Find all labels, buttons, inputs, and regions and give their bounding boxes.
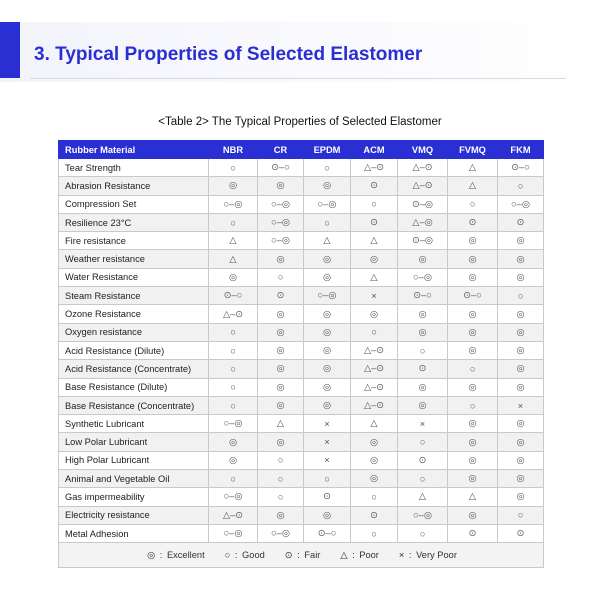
rating-cell: △–⊙	[398, 159, 448, 177]
table-row	[59, 250, 544, 268]
rating-cell: ◎	[304, 360, 351, 378]
rating-cell: ○	[258, 268, 304, 286]
header-epdm: EPDM	[304, 141, 351, 159]
rating-cell: ○–◎	[498, 195, 544, 213]
rating-cell: ◎	[448, 378, 498, 396]
rating-cell: ◎	[498, 305, 544, 323]
rating-cell: ○–◎	[398, 506, 448, 524]
legend-label: Excellent	[166, 549, 205, 560]
table-row	[59, 524, 544, 542]
rating-cell: ○	[209, 213, 258, 231]
header-fkm: FKM	[498, 141, 544, 159]
rating-cell: ◎	[398, 378, 448, 396]
accent-bar	[0, 22, 20, 78]
rating-cell: ◎	[448, 268, 498, 286]
property-name-cell: Gas impermeability	[59, 488, 209, 506]
legend-symbol: ○	[224, 549, 231, 560]
rating-cell: △–⊙	[351, 159, 398, 177]
rating-cell: ◎	[209, 451, 258, 469]
rating-cell: △	[448, 177, 498, 195]
rating-cell: ◎	[304, 396, 351, 414]
rating-cell: ×	[304, 451, 351, 469]
rating-cell: ○	[498, 177, 544, 195]
rating-cell: ⊙–◎	[398, 232, 448, 250]
rating-cell: △–⊙	[398, 177, 448, 195]
rating-cell: ◎	[209, 433, 258, 451]
table-row	[59, 213, 544, 231]
rating-cell: ◎	[304, 268, 351, 286]
rating-cell: ○	[351, 195, 398, 213]
legend-label: Very Poor	[416, 549, 457, 560]
rating-cell: △	[258, 415, 304, 433]
rating-cell: ○–◎	[304, 195, 351, 213]
rating-cell: ○–◎	[258, 232, 304, 250]
rating-cell: ◎	[304, 177, 351, 195]
table-row	[59, 341, 544, 359]
table-row	[59, 506, 544, 524]
property-name-cell: High Polar Lubricant	[59, 451, 209, 469]
rating-cell: △	[209, 250, 258, 268]
rating-cell: ◎	[304, 323, 351, 341]
rating-cell: ⊙–○	[304, 524, 351, 542]
title-divider	[30, 78, 566, 79]
table-row	[59, 177, 544, 195]
rating-cell: ◎	[351, 250, 398, 268]
rating-cell: ◎	[304, 305, 351, 323]
header-fvmq: FVMQ	[448, 141, 498, 159]
rating-cell: ⊙–○	[448, 287, 498, 305]
rating-cell: ◎	[498, 451, 544, 469]
rating-cell: ○	[398, 433, 448, 451]
table-row	[59, 195, 544, 213]
rating-cell: ◎	[448, 305, 498, 323]
legend-separator: :	[232, 549, 241, 560]
table-header-row	[59, 141, 544, 159]
rating-cell: ◎	[258, 177, 304, 195]
rating-cell: ×	[304, 433, 351, 451]
rating-cell: ⊙–○	[258, 159, 304, 177]
rating-cell: ○	[258, 470, 304, 488]
rating-cell: ◎	[258, 323, 304, 341]
table-row	[59, 396, 544, 414]
rating-cell: △	[351, 268, 398, 286]
rating-cell: ◎	[258, 396, 304, 414]
rating-cell: ⊙	[351, 506, 398, 524]
rating-cell: ○	[258, 488, 304, 506]
property-name-cell: Acid Resistance (Dilute)	[59, 341, 209, 359]
property-name-cell: Electricity resistance	[59, 506, 209, 524]
rating-cell: ⊙	[448, 524, 498, 542]
rating-cell: ⊙–○	[498, 159, 544, 177]
legend-symbol: ◎	[147, 549, 156, 560]
table-row	[59, 287, 544, 305]
rating-cell: ×	[498, 396, 544, 414]
rating-cell: ⊙	[398, 451, 448, 469]
rating-cell: ◎	[448, 232, 498, 250]
rating-cell: ⊙	[304, 488, 351, 506]
rating-cell: ○	[498, 506, 544, 524]
rating-cell: ○	[448, 396, 498, 414]
legend-label: Good	[242, 549, 265, 560]
rating-cell: ○	[209, 396, 258, 414]
rating-cell: △	[448, 159, 498, 177]
rating-cell: ◎	[448, 451, 498, 469]
legend-item	[223, 550, 265, 560]
rating-cell: ◎	[398, 250, 448, 268]
property-name-cell: Resilience 23°C	[59, 213, 209, 231]
rating-cell: △–◎	[398, 213, 448, 231]
property-name-cell: Steam Resistance	[59, 287, 209, 305]
table-row	[59, 415, 544, 433]
rating-cell: ⊙	[448, 213, 498, 231]
legend-separator: :	[349, 549, 358, 560]
header-vmq: VMQ	[398, 141, 448, 159]
rating-cell: ○	[398, 470, 448, 488]
rating-cell: ◎	[304, 506, 351, 524]
rating-cell: △–⊙	[209, 506, 258, 524]
table-row	[59, 268, 544, 286]
rating-cell: ○	[209, 470, 258, 488]
table-row	[59, 488, 544, 506]
rating-cell: ×	[351, 287, 398, 305]
rating-cell: ◎	[304, 378, 351, 396]
rating-cell: △	[209, 232, 258, 250]
rating-cell: ○	[304, 213, 351, 231]
property-name-cell: Compression Set	[59, 195, 209, 213]
header-cr: CR	[258, 141, 304, 159]
table-row	[59, 323, 544, 341]
property-name-cell: Low Polar Lubricant	[59, 433, 209, 451]
property-name-cell: Abrasion Resistance	[59, 177, 209, 195]
property-name-cell: Water Resistance	[59, 268, 209, 286]
rating-cell: ⊙	[398, 360, 448, 378]
rating-cell: △	[351, 232, 398, 250]
legend-item	[397, 550, 457, 560]
rating-cell: ○–◎	[209, 488, 258, 506]
rating-cell: ◎	[498, 341, 544, 359]
rating-cell: ◎	[209, 177, 258, 195]
rating-cell: ○–◎	[258, 524, 304, 542]
table-row	[59, 305, 544, 323]
table-row	[59, 159, 544, 177]
rating-cell: ◎	[258, 360, 304, 378]
rating-cell: ◎	[398, 323, 448, 341]
rating-cell: ⊙	[351, 177, 398, 195]
rating-cell: ○–◎	[209, 195, 258, 213]
property-name-cell: Animal and Vegetable Oil	[59, 470, 209, 488]
rating-cell: ○	[209, 341, 258, 359]
rating-cell: ◎	[498, 415, 544, 433]
rating-cell: ◎	[498, 360, 544, 378]
rating-cell: ○	[209, 360, 258, 378]
legend-label: Poor	[359, 549, 379, 560]
table-row	[59, 433, 544, 451]
rating-cell: ◎	[448, 470, 498, 488]
property-name-cell: Tear Strength	[59, 159, 209, 177]
table-row	[59, 378, 544, 396]
rating-cell: ◎	[304, 250, 351, 268]
rating-cell: △–⊙	[351, 396, 398, 414]
rating-cell: ○	[258, 451, 304, 469]
table-row	[59, 232, 544, 250]
property-name-cell: Synthetic Lubricant	[59, 415, 209, 433]
rating-cell: ◎	[398, 396, 448, 414]
rating-cell: ◎	[498, 232, 544, 250]
table-body	[59, 159, 544, 543]
rating-cell: ◎	[258, 378, 304, 396]
rating-cell: ◎	[351, 433, 398, 451]
rating-cell: ⊙	[351, 213, 398, 231]
rating-cell: ◎	[351, 451, 398, 469]
legend-item	[338, 550, 379, 561]
rating-cell: ◎	[448, 415, 498, 433]
legend-symbol: ⊙	[284, 549, 293, 560]
rating-cell: ◎	[351, 305, 398, 323]
table-row	[59, 451, 544, 469]
rating-cell: ○–◎	[398, 268, 448, 286]
property-name-cell: Weather resistance	[59, 250, 209, 268]
property-name-cell: Acid Resistance (Concentrate)	[59, 360, 209, 378]
rating-cell: ◎	[258, 250, 304, 268]
rating-cell: ◎	[258, 433, 304, 451]
legend-separator: :	[406, 549, 415, 560]
rating-cell: △	[448, 488, 498, 506]
rating-cell: ◎	[498, 433, 544, 451]
rating-cell: △	[398, 488, 448, 506]
rating-cell: ⊙–◎	[398, 195, 448, 213]
table-row	[59, 470, 544, 488]
header-nbr: NBR	[209, 141, 258, 159]
properties-table	[58, 140, 544, 568]
rating-cell: △–⊙	[351, 341, 398, 359]
rating-cell: ○	[209, 378, 258, 396]
rating-cell: ×	[398, 415, 448, 433]
property-name-cell: Ozone Resistance	[59, 305, 209, 323]
rating-cell: △–⊙	[351, 378, 398, 396]
properties-table-container	[58, 140, 543, 568]
rating-cell: ○	[398, 341, 448, 359]
rating-cell: ○	[351, 323, 398, 341]
rating-cell: ◎	[448, 506, 498, 524]
legend-item	[145, 550, 205, 561]
rating-cell: ◎	[498, 378, 544, 396]
property-name-cell: Base Resistance (Dilute)	[59, 378, 209, 396]
rating-cell: ◎	[498, 488, 544, 506]
legend-row	[59, 543, 544, 568]
rating-cell: ○	[448, 195, 498, 213]
rating-cell: ○	[351, 488, 398, 506]
legend-item	[283, 550, 321, 561]
rating-cell: ◎	[351, 470, 398, 488]
rating-cell: ◎	[448, 250, 498, 268]
rating-cell: ⊙–○	[398, 287, 448, 305]
rating-cell: ○	[209, 323, 258, 341]
rating-cell: ◎	[498, 268, 544, 286]
header-rubber-material: Rubber Material	[59, 141, 209, 159]
rating-cell: ◎	[304, 341, 351, 359]
legend-separator: :	[294, 549, 303, 560]
rating-cell: ◎	[498, 470, 544, 488]
rating-cell: ◎	[258, 506, 304, 524]
rating-cell: ○–◎	[304, 287, 351, 305]
legend-symbol: ×	[398, 549, 405, 560]
legend-separator: :	[157, 549, 165, 560]
rating-cell: ○	[209, 159, 258, 177]
rating-cell: ◎	[258, 305, 304, 323]
rating-cell: ◎	[498, 323, 544, 341]
header-acm: ACM	[351, 141, 398, 159]
rating-cell: △	[351, 415, 398, 433]
legend-symbol: △	[340, 549, 348, 560]
section-title: 3. Typical Properties of Selected Elastomer	[34, 44, 423, 65]
rating-cell: ◎	[448, 341, 498, 359]
rating-cell: ○–◎	[209, 415, 258, 433]
legend-label: Fair	[304, 549, 321, 560]
rating-cell: ⊙	[498, 213, 544, 231]
rating-cell: ◎	[258, 341, 304, 359]
rating-cell: ○	[351, 524, 398, 542]
property-name-cell: Base Resistance (Concentrate)	[59, 396, 209, 414]
rating-cell: ⊙	[258, 287, 304, 305]
rating-cell: ◎	[498, 250, 544, 268]
rating-cell: △–⊙	[351, 360, 398, 378]
rating-cell: ◎	[448, 433, 498, 451]
rating-cell: ⊙	[498, 524, 544, 542]
rating-cell: ◎	[398, 305, 448, 323]
legend	[59, 543, 544, 568]
rating-cell: ◎	[209, 268, 258, 286]
table-caption: <Table 2> The Typical Properties of Selected Elastomer	[158, 116, 442, 128]
rating-cell: ○	[304, 470, 351, 488]
rating-cell: △	[304, 232, 351, 250]
rating-cell: ○	[498, 287, 544, 305]
property-name-cell: Metal Adhesion	[59, 524, 209, 542]
rating-cell: ×	[304, 415, 351, 433]
rating-cell: ○–◎	[258, 213, 304, 231]
property-name-cell: Oxygen resistance	[59, 323, 209, 341]
rating-cell: ⊙–○	[209, 287, 258, 305]
rating-cell: ○	[398, 524, 448, 542]
table-row	[59, 360, 544, 378]
rating-cell: ○–◎	[258, 195, 304, 213]
rating-cell: ◎	[448, 323, 498, 341]
property-name-cell: Fire resistance	[59, 232, 209, 250]
rating-cell: ○	[448, 360, 498, 378]
rating-cell: △–⊙	[209, 305, 258, 323]
rating-cell: ○	[304, 159, 351, 177]
rating-cell: ○–◎	[209, 524, 258, 542]
